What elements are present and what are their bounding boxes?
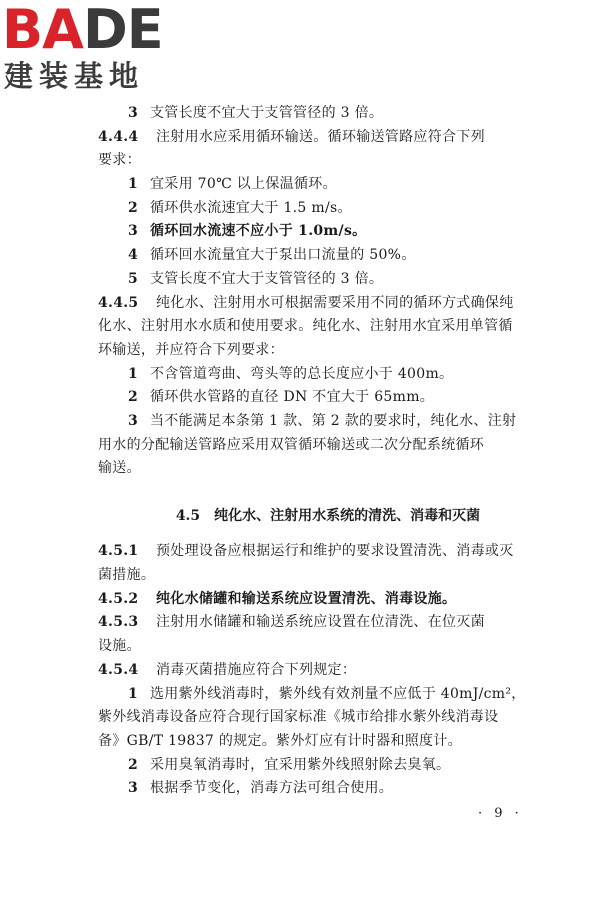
logo-wordmark: BADE <box>2 0 163 61</box>
list-item: 5 支管长度不宜大于支管管径的 3 倍。 <box>128 270 384 287</box>
list-item: 1 宜采用 70℃ 以上保温循环。 <box>128 176 337 193</box>
list-item: 3 根据季节变化，消毒方法可组合使用。 <box>128 780 394 797</box>
logo <box>2 2 180 94</box>
list-item: 2 循环供水管路的直径 DN 不宜大于 65mm。 <box>128 389 435 406</box>
text-line: 化水、注射用水水质和使用要求。纯化水、注射用水宜采用单管循 <box>98 318 513 335</box>
list-item: 2 循环供水流速宜大于 1.5 m/s。 <box>128 199 352 216</box>
list-item: 3 循环回水流速不应小于 1.0m/s。 <box>128 223 367 240</box>
logo-subtitle: 建装基地 <box>4 59 145 93</box>
clause-4-4-5: 4.4.5 纯化水、注射用水可根据需要采用不同的循环方式确保纯 <box>98 294 514 311</box>
document-body <box>98 102 538 801</box>
text-line: 备》GB/T 19837 的规定。紫外灯应有计时器和照度计。 <box>98 732 462 749</box>
text-line: 菌措施。 <box>98 567 156 584</box>
text-line: 要求： <box>98 152 141 169</box>
text-line: 用水的分配输送管路应采用双管循环输送或二次分配系统循环 <box>98 436 485 453</box>
list-item: 3 当不能满足本条第 1 款、第 2 款的要求时，纯化水、注射 <box>128 412 517 429</box>
list-item: 3 支管长度不宜大于支管管径的 3 倍。 <box>128 105 384 121</box>
clause-4-4-4: 4.4.4 注射用水应采用循环输送。循环输送管路应符合下列 <box>98 128 485 145</box>
list-item: 2 采用臭氧消毒时，宜采用紫外线照射除去臭氧。 <box>128 756 451 773</box>
text-line: 紫外线消毒设备应符合现行国家标准《城市给排水紫外线消毒设 <box>98 709 499 726</box>
clause-4-5-3: 4.5.3 注射用水储罐和输送系统应设置在位清洗、在位灭菌 <box>98 614 485 631</box>
list-item: 1 选用紫外线消毒时，紫外线有效剂量不应低于 40mJ/cm²， <box>128 685 526 702</box>
section-heading: 4.5 纯化水、注射用水系统的清洗、消毒和灭菌 <box>175 507 481 524</box>
text-line: 环输送，并应符合下列要求： <box>98 341 284 358</box>
page-number: · 9 · <box>478 806 523 821</box>
clause-4-5-4: 4.5.4 消毒灭菌措施应符合下列规定： <box>98 661 357 678</box>
text-line: 设施。 <box>98 638 141 655</box>
clause-4-5-2: 4.5.2 纯化水储罐和输送系统应设置清洗、消毒设施。 <box>98 590 457 607</box>
list-item: 1 不含管道弯曲、弯头等的总长度应小于 400m。 <box>128 365 454 382</box>
text-line: 输送。 <box>98 460 141 477</box>
list-item: 4 循环回水流量宜大于泵出口流量的 50%。 <box>128 247 416 264</box>
clause-4-5-1: 4.5.1 预处理设备应根据运行和维护的要求设置清洗、消毒或灭 <box>98 543 514 560</box>
